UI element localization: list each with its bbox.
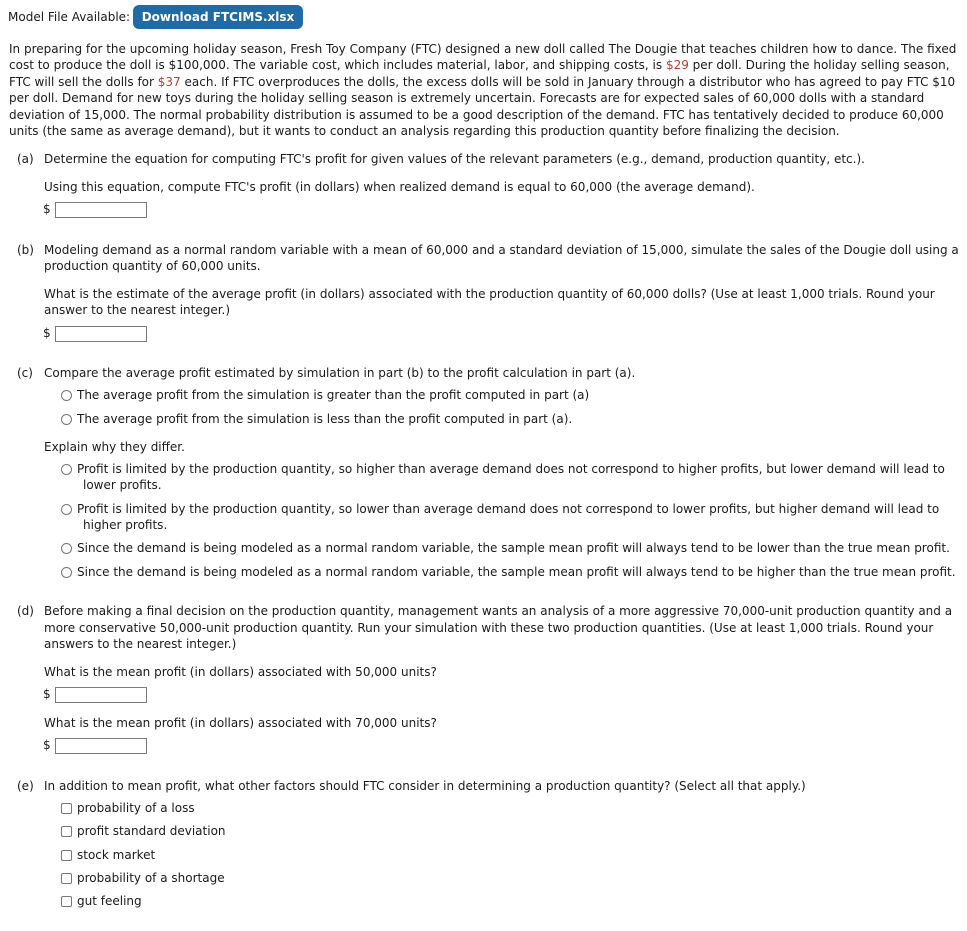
currency-symbol: $ (43, 738, 51, 752)
variable-cost-value: $29 (665, 58, 689, 73)
reason-3-label: Since the demand is being modeled as a normal random variable, the sample mean profit will always tend to be lower than the true mean profit. (77, 541, 950, 555)
factor-1-label: probability of a loss (77, 801, 195, 815)
part-c-explain-prompt: Explain why they differ. (44, 440, 185, 454)
reason-1-radio[interactable] (61, 464, 72, 475)
factor-5-label: gut feeling (77, 894, 142, 908)
factor-5-checkbox[interactable] (61, 896, 72, 907)
part-b-answer-input[interactable] (55, 326, 147, 342)
part-d-70k-answer-input[interactable] (55, 738, 147, 754)
price-value: $37 (157, 74, 181, 89)
part-e-question: In addition to mean profit, what other factors should FTC consider in determining a production quantity? (Select all that apply.) (44, 779, 806, 793)
part-c-option-1-radio[interactable] (61, 390, 72, 401)
part-b-label: (b) (17, 243, 34, 257)
factor-3-label: stock market (77, 848, 156, 862)
part-d-question-line2: more conservative 50,000-unit production quantity. Run your simulation with these two production quantities. (Use at least 1,000 trials. Round your (44, 621, 934, 635)
part-c-question: Compare the average profit estimated by simulation in part (b) to the profit calculation in part (a). (44, 366, 636, 380)
factor-2-checkbox[interactable] (61, 826, 72, 837)
factor-4-label: probability of a shortage (77, 871, 225, 885)
part-c-option-2-radio[interactable] (61, 414, 72, 425)
part-a-question: Determine the equation for computing FTC's profit for given values of the relevant parameters (e.g., demand, production quantity, etc.). (44, 152, 865, 166)
part-a-label: (a) (17, 152, 34, 166)
currency-symbol: $ (43, 326, 51, 340)
problem-intro (9, 41, 959, 139)
factor-3-checkbox[interactable] (61, 850, 72, 861)
reason-3-radio[interactable] (61, 543, 72, 554)
model-file-label: Model File Available: (8, 10, 131, 24)
part-c-option-2-label: The average profit from the simulation is less than the profit computed in part (a). (77, 412, 573, 426)
download-button[interactable]: Download FTCIMS.xlsx (133, 5, 303, 29)
factor-1-checkbox[interactable] (61, 803, 72, 814)
reason-2-label-line1: Profit is limited by the production quantity, so lower than average demand does not correspond to lower profits, but higher demand will lead to (77, 502, 940, 516)
reason-2-radio[interactable] (61, 504, 72, 515)
part-d-label: (d) (17, 604, 34, 618)
intro-text-2: per doll. During the holiday selling season, FTC will sell the dolls for (9, 58, 950, 89)
reason-2-label-line2: higher profits. (83, 518, 168, 532)
part-b-question-line1: Modeling demand as a normal random variable with a mean of 60,000 and a standard deviation of 15,000, simulate the sales of the Dougie doll using a (44, 243, 959, 257)
part-a-subquestion: Using this equation, compute FTC's profit (in dollars) when realized demand is equal to 60,000 (the average demand). (44, 180, 755, 194)
currency-symbol: $ (43, 202, 51, 216)
reason-1-label-line2: lower profits. (83, 478, 162, 492)
intro-text-3: each. If FTC overproduces the dolls, the excess dolls will be sold in January through a distributor who has agreed to pay FTC $10 per doll. Demand for new toys during the holiday selling season is extremely uncertain. Forecasts are for expected sales of 60,000 dolls with a standard deviation of 15,000. The normal probability distribution is assumed to be a good description of the demand. FTC has tentatively decided to produce 60,000 units (the same as average demand), but it wants to conduct an analysis regarding this production quantity before finalizing the decision. (9, 74, 956, 139)
factor-4-checkbox[interactable] (61, 873, 72, 884)
factor-2-label: profit standard deviation (77, 824, 226, 838)
part-d-subquestion-70k: What is the mean profit (in dollars) associated with 70,000 units? (44, 716, 437, 730)
part-a-answer-input[interactable] (55, 202, 147, 218)
intro-text-1: In preparing for the upcoming holiday season, Fresh Toy Company (FTC) designed a new doll called The Dougie that teaches children how to dance. The fixed cost to produce the doll is $100,000. The variable cost, which includes material, labor, and shipping costs, is (9, 42, 957, 73)
part-b-subquestion-line2: answer to the nearest integer.) (44, 303, 231, 317)
currency-symbol: $ (43, 687, 51, 701)
part-e-label: (e) (17, 779, 34, 793)
reason-1-label-line1: Profit is limited by the production quantity, so higher than average demand does not correspond to higher profits, but lower demand will lead to (77, 462, 945, 476)
part-b-subquestion-line1: What is the estimate of the average profit (in dollars) associated with the production quantity of 60,000 dolls? (Use at least 1,000 trials. Round your (44, 287, 935, 301)
part-d-50k-answer-input[interactable] (55, 687, 147, 703)
part-d-subquestion-50k: What is the mean profit (in dollars) associated with 50,000 units? (44, 665, 437, 679)
part-c-label: (c) (17, 366, 33, 380)
part-b-question-line2: production quantity of 60,000 units. (44, 259, 261, 273)
part-c-option-1-label: The average profit from the simulation is greater than the profit computed in part (a) (77, 388, 590, 402)
reason-4-radio[interactable] (61, 567, 72, 578)
part-d-question-line1: Before making a final decision on the production quantity, management wants an analysis of a more aggressive 70,000-unit production quantity and a (44, 604, 953, 618)
part-d-question-line3: answers to the nearest integer.) (44, 637, 237, 651)
reason-4-label: Since the demand is being modeled as a normal random variable, the sample mean profit will always tend to be higher than the true mean profit. (77, 565, 956, 579)
